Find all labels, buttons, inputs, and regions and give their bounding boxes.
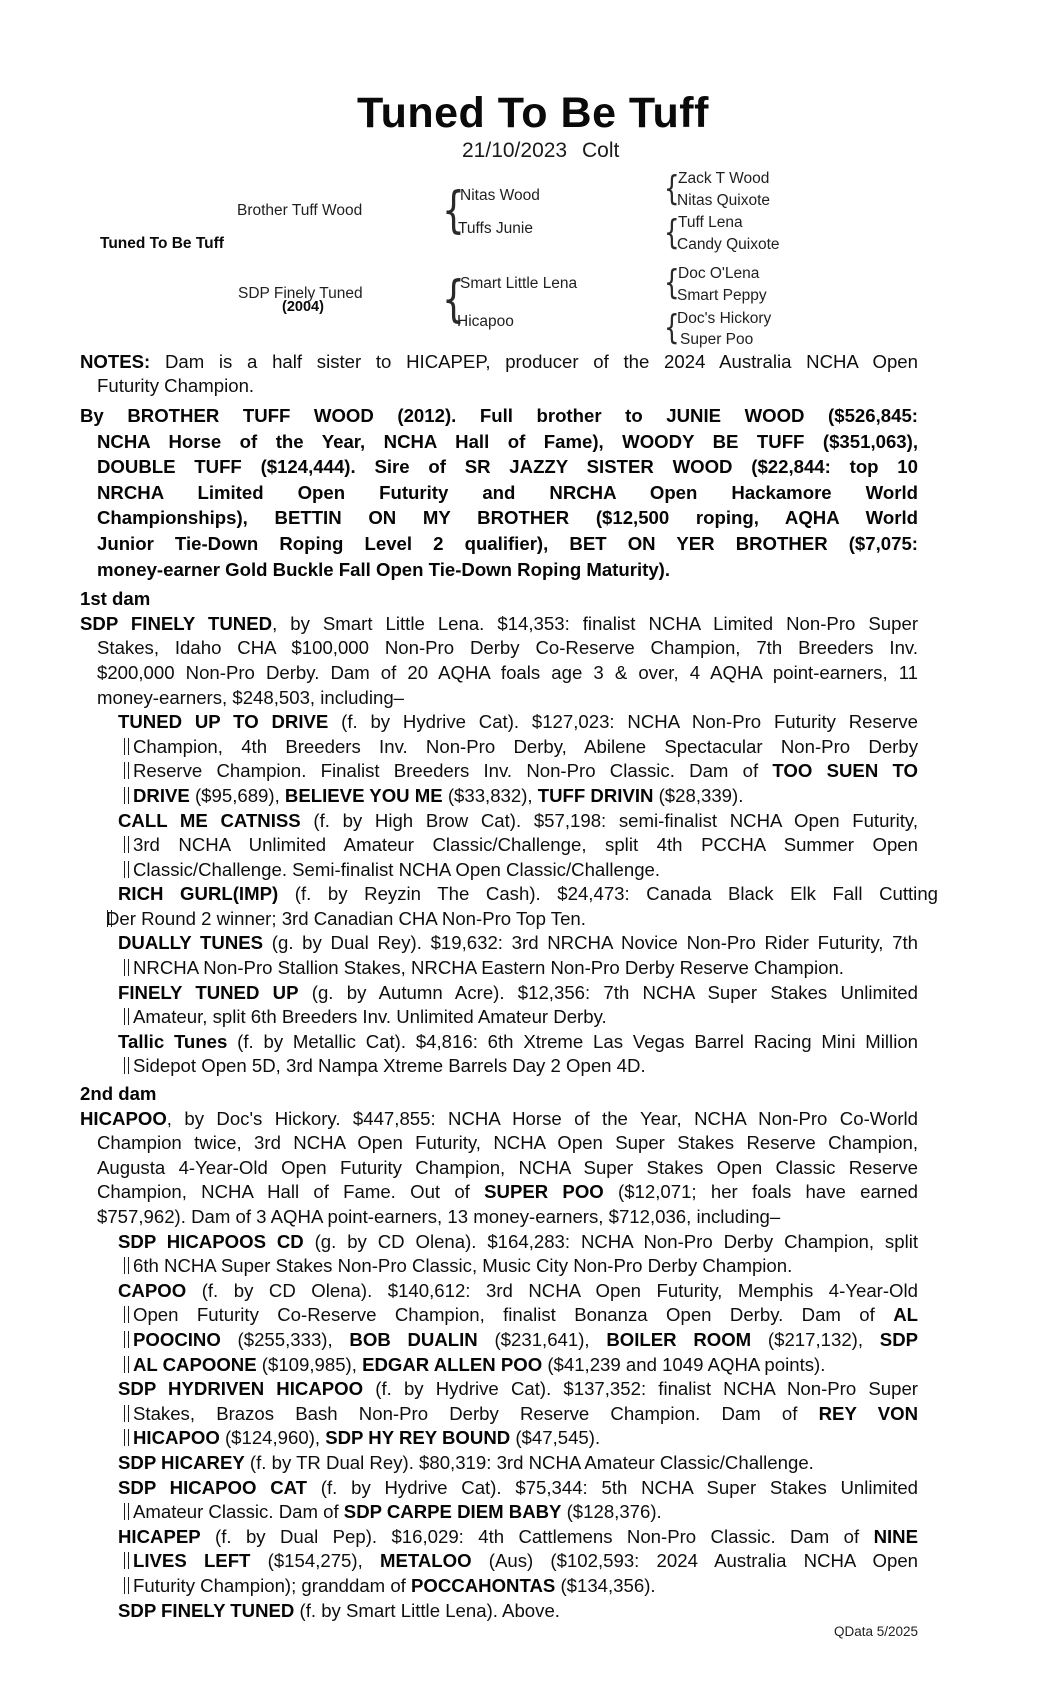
body-text: [80, 350, 938, 1623]
bold-run: Tallic Tunes: [118, 1030, 228, 1052]
text-run: Champion twice, 3rd NCHA Open Futurity, NCHA Open Super Stakes Reserve Champion,: [97, 1132, 918, 1154]
text-line: [80, 403, 918, 429]
text-line: [133, 858, 918, 883]
continuation-bars-icon: [124, 1429, 129, 1446]
text-line: [133, 1328, 918, 1353]
bold-run: LIVES LEFT: [133, 1550, 251, 1572]
pedigree-brace-icon: {: [664, 308, 680, 348]
text-run: Dam is a half sister to HICAPEP, producer of the 2024 Australia NCHA Open: [150, 351, 918, 372]
text-line: [97, 1205, 918, 1230]
pedigree-gen3-name: Zack T Wood: [678, 170, 770, 187]
text-run: ($128,376).: [561, 1501, 662, 1523]
text-run: 6th NCHA Super Stakes Non-Pro Classic, Music City Non-Pro Derby Champion.: [133, 1255, 793, 1277]
text-run: (f. by Hydrive Cat). $75,344: 5th NCHA Super Stakes Unlimited: [307, 1476, 919, 1498]
bold-run: NINE: [873, 1525, 918, 1547]
bold-run: EDGAR ALLEN POO: [362, 1353, 543, 1375]
continuation-bars-icon: [124, 1503, 129, 1520]
bold-run: NCHA Horse of the Year, NCHA Hall of Fame), WOODY BE TUFF ($351,063),: [97, 430, 918, 452]
pedigree-brace-icon: {: [664, 213, 680, 253]
text-line: [133, 1353, 918, 1378]
bold-run: SUPER POO: [484, 1181, 604, 1203]
text-line: [97, 557, 918, 583]
bold-run: NRCHA Limited Open Futurity and NRCHA Open Hackamore World: [97, 481, 918, 503]
bold-run: NOTES:: [80, 351, 151, 372]
text-line: [133, 956, 918, 981]
text-line: [133, 1402, 918, 1427]
text-run: (f. by Reyzin The Cash). $24,473: Canada Black Elk Fall Cutting: [278, 883, 938, 905]
text-run: $757,962). Dam of 3 AQHA point-earners, 13 money-earners, $712,036, including–: [97, 1206, 781, 1227]
bold-run: SDP HICAPOOS CD: [118, 1230, 304, 1252]
pedigree-dam-year: (2004): [282, 299, 324, 315]
text-line: [118, 809, 918, 834]
text-run: , by Doc's Hickory. $447,855: NCHA Horse of the Year, NCHA Non-Pro Co-World: [166, 1107, 918, 1129]
bold-run: AL: [893, 1304, 918, 1326]
bold-run: HICAPEP: [118, 1525, 201, 1547]
text-run: Stakes, Idaho CHA $100,000 Non-Pro Derby Co-Reserve Champion, 7th Breeders Inv.: [97, 637, 918, 659]
progeny-sdp-hicarey: [80, 1451, 918, 1476]
text-line: [118, 1279, 918, 1304]
continuation-bars-icon: [124, 1331, 129, 1348]
text-run: (f. by Smart Little Lena). Above.: [294, 1599, 560, 1621]
bold-run: RICH GURL(IMP): [118, 883, 279, 905]
pedigree-dam-sire: Smart Little Lena: [460, 275, 578, 292]
text-line: [80, 587, 918, 612]
text-run: Sidepot Open 5D, 3rd Nampa Xtreme Barrels Day 2 Open 4D.: [133, 1055, 646, 1077]
bold-run: METALOO: [379, 1550, 472, 1572]
text-line: [97, 505, 918, 531]
text-line: [97, 1180, 918, 1205]
progeny-hicapep: [80, 1525, 918, 1599]
text-run: , by Smart Little Lena. $14,353: finalist NCHA Limited Non-Pro Super: [272, 612, 919, 634]
continuation-bars-icon: [124, 1577, 129, 1594]
text-run: $200,000 Non-Pro Derby. Dam of 20 AQHA foals age 3 & over, 4 AQHA point-earners, 11: [97, 661, 918, 683]
bold-run: TUFF DRIVIN: [537, 784, 654, 806]
text-line: [80, 350, 918, 374]
continuation-bars-icon: [124, 861, 129, 878]
text-run: ($154,275),: [250, 1550, 380, 1572]
bold-run: REY VON: [818, 1402, 918, 1424]
continuation-bars-icon: [124, 1405, 129, 1422]
pedigree-subject: Tuned To Be Tuff: [100, 235, 224, 252]
text-run: Futurity Champion); granddam of: [133, 1574, 411, 1596]
pedigree-dam: SDP Finely Tuned: [238, 285, 363, 302]
text-run: Der Round 2 winner; 3rd Canadian CHA Non-Pro Top Ten.: [106, 907, 586, 929]
text-line: [133, 759, 918, 784]
sire-summary-paragraph: [80, 403, 918, 582]
text-line: [97, 1131, 918, 1156]
continuation-bars-icon: [107, 910, 112, 927]
text-run: Futurity Champion.: [97, 375, 255, 396]
text-run: ($134,356).: [555, 1574, 656, 1596]
bold-run: SDP: [879, 1328, 919, 1350]
pedigree-brace-icon: {: [664, 263, 680, 303]
text-run: ($47,545).: [510, 1427, 601, 1449]
text-run: Champion, NCHA Hall of Fame. Out of: [97, 1181, 485, 1203]
text-run: (g. by Autumn Acre). $12,356: 7th NCHA Super Stakes Unlimited: [298, 981, 918, 1003]
text-run: ($255,333),: [220, 1328, 350, 1350]
page-title: Tuned To Be Tuff: [357, 89, 709, 137]
bold-run: TOO SUEN TO: [772, 760, 918, 782]
pedigree-gen3-name: Nitas Quixote: [677, 192, 771, 209]
continuation-bars-icon: [124, 1356, 129, 1373]
pedigree-sire-dam: Tuffs Junie: [458, 220, 533, 237]
text-run: ($109,985),: [256, 1353, 363, 1375]
text-line: [97, 374, 918, 398]
progeny-tallic-tunes: [80, 1030, 918, 1079]
bold-run: SDP HICAPOO CAT: [118, 1476, 308, 1498]
text-line: [97, 636, 918, 661]
continuation-bars-icon: [124, 762, 129, 779]
sex-label: Colt: [582, 139, 620, 162]
bold-run: SDP FINELY TUNED: [118, 1599, 295, 1621]
foal-date: 21/10/2023: [462, 139, 568, 162]
text-line: [118, 1230, 918, 1255]
text-line: [133, 1426, 918, 1451]
bold-run: BOB DUALIN: [349, 1328, 478, 1350]
notes-paragraph: [80, 350, 918, 398]
text-run: Open Futurity Co-Reserve Champion, finalist Bonanza Open Derby. Dam of: [133, 1304, 894, 1326]
text-line: [133, 1005, 918, 1030]
bold-run: HICAPOO: [80, 1107, 167, 1129]
text-line: [118, 1599, 918, 1624]
bold-run: SDP HY REY BOUND: [325, 1427, 511, 1449]
text-run: ($41,239 and 1049 AQHA points).: [542, 1353, 826, 1375]
bold-run: SDP HICAREY: [118, 1451, 245, 1473]
progeny-dually-tunes: [80, 931, 918, 980]
text-line: [133, 1500, 918, 1525]
bold-run: Junior Tie-Down Roping Level 2 qualifier), BET ON YER BROTHER ($7,075:: [97, 532, 918, 554]
bold-run: SDP CARPE DIEM BABY: [343, 1501, 562, 1523]
text-line: [97, 480, 918, 506]
text-run: ($33,832),: [442, 784, 538, 806]
continuation-bars-icon: [124, 1306, 129, 1323]
progeny-sdp-hicapoo-cat: [80, 1476, 918, 1525]
text-run: (g. by Dual Rey). $19,632: 3rd NRCHA Novice Non-Pro Rider Futurity, 7th: [263, 932, 918, 954]
continuation-bars-icon: [124, 1057, 129, 1074]
text-line: [133, 1254, 918, 1279]
text-run: NRCHA Non-Pro Stallion Stakes, NRCHA Eastern Non-Pro Derby Reserve Champion.: [133, 957, 844, 979]
text-line: [118, 981, 918, 1006]
continuation-bars-icon: [124, 836, 129, 853]
text-run: ($124,960),: [219, 1427, 326, 1449]
text-line: [133, 1303, 918, 1328]
bold-run: DUALLY TUNES: [118, 932, 264, 954]
text-run: (f. by High Brow Cat). $57,198: semi-finalist NCHA Open Futurity,: [300, 809, 918, 831]
bold-run: Championships), BETTIN ON MY BROTHER ($12,500 roping, AQHA World: [97, 507, 918, 529]
text-line: [97, 429, 918, 455]
bold-run: HICAPOO: [133, 1427, 220, 1449]
text-run: Augusta 4-Year-Old Open Futurity Champion, NCHA Super Stakes Open Classic Reserve: [97, 1156, 918, 1178]
bold-run: POCCAHONTAS: [411, 1574, 556, 1596]
pedigree-gen3-name: Tuff Lena: [678, 214, 743, 231]
dam-record-sdp-finely-tuned: [80, 612, 918, 710]
text-line: [118, 1377, 918, 1402]
text-line: [118, 1030, 918, 1055]
continuation-bars-icon: [124, 738, 129, 755]
text-run: (g. by CD Olena). $164,283: NCHA Non-Pro Derby Champion, split: [303, 1230, 918, 1252]
bold-run: POOCINO: [133, 1328, 221, 1350]
bold-run: AL CAPOONE: [133, 1353, 257, 1375]
progeny-call-me-catniss: [80, 809, 918, 883]
text-run: (f. by Metallic Cat). $4,816: 6th Xtreme Las Vegas Barrel Racing Mini Million: [227, 1030, 919, 1052]
bold-run: money-earner Gold Buckle Fall Open Tie-Down Roping Maturity).: [97, 558, 671, 580]
text-run: Classic/Challenge. Semi-finalist NCHA Open Classic/Challenge.: [133, 858, 661, 880]
text-line: [133, 1574, 918, 1599]
progeny-capoo: [80, 1279, 918, 1377]
continuation-bars-icon: [124, 1008, 129, 1025]
text-run: (f. by Dual Pep). $16,029: 4th Cattlemens Non-Pro Classic. Dam of: [200, 1525, 874, 1547]
text-line: [118, 710, 918, 735]
text-line: [97, 531, 918, 557]
text-line: [80, 1082, 918, 1107]
bold-run: SDP HYDRIVEN HICAPOO: [118, 1378, 364, 1400]
text-line: [97, 686, 918, 711]
text-line: [118, 1451, 918, 1476]
bold-run: DRIVE: [133, 784, 190, 806]
text-line: [133, 1054, 918, 1079]
pedigree-brace-icon: {: [442, 181, 465, 239]
text-line: [97, 454, 918, 480]
bold-run: 1st dam: [80, 588, 151, 610]
pedigree-gen3-name: Super Poo: [680, 331, 754, 348]
text-run: Amateur Classic. Dam of: [133, 1501, 344, 1523]
progeny-rich-gurl: [80, 882, 938, 931]
text-run: ($95,689),: [189, 784, 285, 806]
progeny-finely-tuned-up: [80, 981, 918, 1030]
text-line: [133, 1549, 918, 1574]
text-line: [97, 1156, 918, 1181]
text-run: Stakes, Brazos Bash Non-Pro Derby Reserve Champion. Dam of: [133, 1402, 819, 1424]
continuation-bars-icon: [124, 959, 129, 976]
text-run: ($28,339).: [653, 784, 744, 806]
text-run: Reserve Champion. Finalist Breeders Inv. Non-Pro Classic. Dam of: [133, 760, 773, 782]
text-line: [80, 612, 918, 637]
pedigree-sire-sire: Nitas Wood: [460, 187, 540, 204]
progeny-sdp-hydriven-hicapoo: [80, 1377, 918, 1451]
pedigree-gen3-name: Smart Peppy: [677, 287, 767, 304]
text-line: [133, 735, 918, 760]
bold-run: BOILER ROOM: [606, 1328, 752, 1350]
pedigree-gen3-name: Doc's Hickory: [677, 310, 772, 327]
first-dam-heading: [80, 587, 918, 612]
bold-run: CAPOO: [118, 1279, 187, 1301]
progeny-sdp-hicapoos-cd: [80, 1230, 918, 1279]
pedigree-brace-icon: {: [442, 270, 465, 328]
pedigree-gen3-name: Candy Quixote: [677, 236, 780, 253]
bold-run: DOUBLE TUFF ($124,444). Sire of SR JAZZY SISTER WOOD ($22,844: top 10: [97, 456, 918, 478]
text-line: [118, 882, 938, 907]
text-run: ($231,641),: [477, 1328, 607, 1350]
pedigree-gen3-name: Doc O'Lena: [678, 265, 760, 282]
text-line: [118, 1525, 918, 1550]
bold-run: SDP FINELY TUNED: [80, 612, 273, 634]
text-line: [118, 931, 918, 956]
text-run: Amateur, split 6th Breeders Inv. Unlimited Amateur Derby.: [133, 1006, 607, 1028]
pedigree-dam-dam: Hicapoo: [457, 313, 514, 330]
text-line: [106, 907, 918, 932]
text-run: ($12,071; her foals have earned: [603, 1181, 918, 1203]
bold-run: 2nd dam: [80, 1083, 157, 1105]
bold-run: BELIEVE YOU ME: [284, 784, 443, 806]
bold-run: FINELY TUNED UP: [118, 981, 299, 1003]
text-line: [97, 661, 918, 686]
text-line: [118, 1476, 918, 1501]
bold-run: By BROTHER TUFF WOOD (2012). Full brother to JUNIE WOOD ($526,845:: [80, 405, 918, 426]
footer-credit: QData 5/2025: [833, 1624, 918, 1639]
text-line: [133, 833, 918, 858]
text-run: Champion, 4th Breeders Inv. Non-Pro Derby, Abilene Spectacular Non-Pro Derby: [133, 735, 918, 757]
second-dam-heading: [80, 1082, 918, 1107]
text-run: (f. by TR Dual Rey). $80,319: 3rd NCHA Amateur Classic/Challenge.: [244, 1451, 814, 1473]
continuation-bars-icon: [124, 787, 129, 804]
continuation-bars-icon: [124, 1552, 129, 1569]
progeny-sdp-finely-tuned: [80, 1599, 918, 1624]
text-run: ($217,132),: [751, 1328, 880, 1350]
text-run: 3rd NCHA Unlimited Amateur Classic/Challenge, split 4th PCCHA Summer Open: [133, 834, 918, 856]
text-line: [133, 784, 918, 809]
pedigree-brace-icon: {: [664, 169, 680, 209]
dam-record-hicapoo: [80, 1107, 918, 1230]
text-run: (f. by Hydrive Cat). $137,352: finalist NCHA Non-Pro Super: [363, 1378, 918, 1400]
text-run: money-earners, $248,503, including–: [97, 686, 404, 708]
bold-run: TUNED UP TO DRIVE: [118, 711, 329, 733]
continuation-bars-icon: [124, 1257, 129, 1274]
bold-run: CALL ME CATNISS: [118, 809, 301, 831]
progeny-tuned-up-to-drive: [80, 710, 918, 808]
text-run: (f. by Hydrive Cat). $127,023: NCHA Non-Pro Futurity Reserve: [328, 711, 918, 733]
text-run: (Aus) ($102,593: 2024 Australia NCHA Open: [471, 1550, 919, 1572]
pedigree-sire: Brother Tuff Wood: [237, 202, 363, 219]
text-line: [80, 1107, 918, 1132]
text-run: (f. by CD Olena). $140,612: 3rd NCHA Open Futurity, Memphis 4-Year-Old: [186, 1279, 918, 1301]
